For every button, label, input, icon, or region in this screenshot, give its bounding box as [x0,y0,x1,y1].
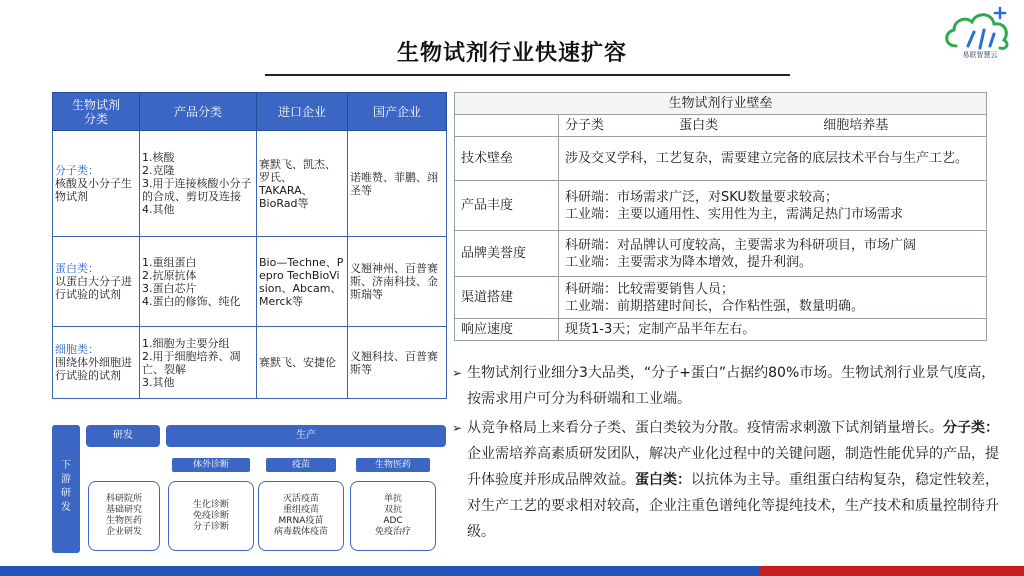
table-row [455,277,987,319]
table-row [53,237,447,327]
downstream-diagram [52,425,446,553]
barrier-label: 技术壁垒 [455,137,559,181]
diagram-box-rd: 科研院所 基础研究 生物医药 企业研发 [88,481,160,551]
table-row [455,319,987,341]
product-cell: 1.细胞为主要分组 2.用于细胞培养、凋亡、裂解 3.其他 [140,327,257,399]
table-row [455,231,987,277]
arrow-bullet-icon: ➢ [452,421,463,435]
col-header-category: 生物试剂 分类 [53,93,140,131]
import-cell: 赛默飞、凯杰、罗氏、TAKARA、BioRad等 [257,131,348,237]
barrier-value: 科研端：比较需要销售人员； 工业端：前期搭建时间长，合作粘性强，数量明确。 [559,277,987,319]
domestic-cell: 诺唯赞、菲鹏、翊圣等 [348,131,447,237]
table-row [53,131,447,237]
subheader-molecule: 分子类 [565,118,605,133]
production-pill: 生产 [166,425,446,447]
vaccine-pill: 疫苗 [266,458,336,472]
footer-bar-red [760,566,1024,576]
arrow-bullet-icon: ➢ [452,366,463,380]
category-cell: 蛋白类： 以蛋白大分子进行试验的试剂 [53,237,140,327]
col-header-product: 产品分类 [140,93,257,131]
col-header-domestic: 国产企业 [348,93,447,131]
barrier-value: 涉及交叉学科，工艺复杂，需要建立完备的底层技术平台与生产工艺。 [559,137,987,181]
product-cell: 1.重组蛋白 2.抗原抗体 3.蛋白芯片 4.蛋白的修饰、纯化 [140,237,257,327]
barrier-label: 渠道搭建 [455,277,559,319]
summary-bullets [452,360,1000,548]
subheader-protein: 蛋白类 [679,118,719,133]
col-header-import: 进口企业 [257,93,348,131]
subheader-cell-medium: 细胞培养基 [823,118,889,133]
table-row [53,327,447,399]
page-title: 生物试剂行业快速扩容 [396,41,627,66]
title-divider [265,74,790,76]
import-cell: Bio—Techne、Pepro TechBioVision、Abcam、Merck等 [257,237,348,327]
biopharma-pill: 生物医药 [356,458,430,472]
barrier-value: 现货1-3天；定制产品半年左右。 [559,319,987,341]
barrier-label: 产品丰度 [455,181,559,231]
barrier-label: 品牌美誉度 [455,231,559,277]
category-cell: 细胞类： 围绕体外细胞进行试验的试剂 [53,327,140,399]
product-cell: 1.核酸 2.克隆 3.用于连接核酸小分子的合成、剪切及连接 4.其他 [140,131,257,237]
diagram-box-vaccine: 灭活疫苗 重组疫苗 MRNA疫苗 病毒载体疫苗 [258,481,344,551]
domestic-cell: 义翘科技、百普赛斯等 [348,327,447,399]
logo-text: 易联智慧云 [962,51,998,59]
barrier-value: 科研端：对品牌认可度较高，主要需求为科研项目，市场广阔 工业端：主要需求为降本增效，提升利润。 [559,231,987,277]
barrier-label: 响应速度 [455,319,559,341]
barrier-table [454,92,987,341]
bullet-item: ➢ 生物试剂行业细分3大品类，“分子+蛋白”占据约80%市场。生物试剂行业景气度高，按需求用户可分为科研端和工业端。 [452,360,1000,412]
barrier-value: 科研端：市场需求广泛，对SKU数量要求较高； 工业端：主要以通用性、实用性为主，需满足热门市场需求 [559,181,987,231]
diagram-box-biopharma: 单抗 双抗 ADC 免疫治疗 [350,481,436,551]
downstream-label: 下游研发 [52,425,80,553]
ivd-pill: 体外诊断 [172,458,250,472]
bullet-item: ➢ 从竞争格局上来看分子类、蛋白类较为分散。疫情需求刺激下试剂销量增长。分子类：企业需培养高素质研发团队，解决产业化过程中的关键问题，制造性能优异的产品，提升体验度并形成品牌效益。蛋白类：以抗体为主导。重组蛋白结构复杂，稳定性较差，对生产工艺的要求相对较高，企业注重色谱纯化等提纯技术，生产技术和质量控制待升级。 [452,415,1000,545]
table-row [455,181,987,231]
table-row [455,137,987,181]
import-cell: 赛默飞、安捷伦 [257,327,348,399]
barrier-subheader-row [455,115,987,137]
barrier-table-title: 生物试剂行业壁垒 [455,93,987,115]
category-table [52,92,447,399]
domestic-cell: 义翘神州、百普赛斯、济南科技、金斯瑞等 [348,237,447,327]
rd-pill: 研发 [86,425,160,447]
category-cell: 分子类： 核酸及小分子生物试剂 [53,131,140,237]
diagram-box-ivd: 生化诊断 免疫诊断 分子诊断 [168,481,254,551]
